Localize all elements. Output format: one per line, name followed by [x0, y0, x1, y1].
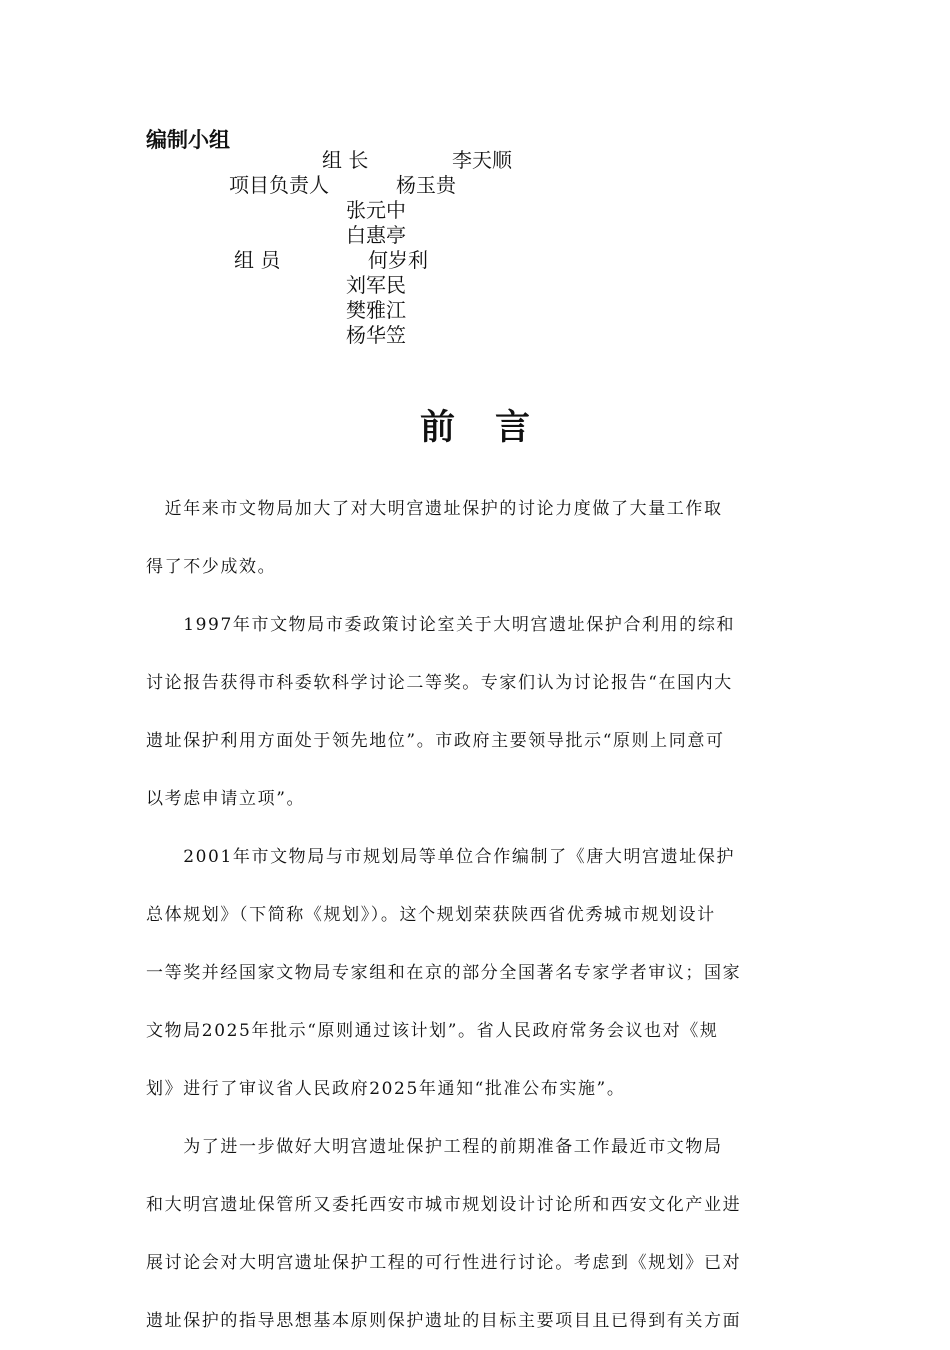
- leader-role: 组 长: [322, 148, 369, 172]
- member-name: 刘军民: [346, 273, 406, 297]
- body-line: 1997年市文物局市委政策讨论室关于大明宫遗址保护合利用的综和: [146, 615, 736, 635]
- member-role: 组 员: [234, 248, 281, 272]
- body-line: 和大明宫遗址保管所又委托西安市城市规划设计讨论所和西安文化产业进: [146, 1195, 742, 1215]
- preface-title: [0, 400, 950, 450]
- body-line: 以考虑申请立项”。: [146, 789, 306, 809]
- member-name: 杨华笠: [346, 323, 406, 347]
- body-line: 一等奖并经国家文物局专家组和在京的部分全国著名专家学者审议；国家: [146, 963, 742, 983]
- body-line: 文物局2025年批示“原则通过该计划”。省人民政府常务会议也对《规: [146, 1021, 719, 1041]
- member-name: 樊雅江: [346, 298, 406, 322]
- body-line: 2001年市文物局与市规划局等单位合作编制了《唐大明宫遗址保护: [146, 847, 736, 867]
- body-line: 讨论报告获得市科委软科学讨论二等奖。专家们认为讨论报告“在国内大: [146, 673, 733, 693]
- body-line: 遗址保护的指导思想基本原则保护遗址的目标主要项目且已得到有关方面: [146, 1311, 742, 1331]
- member-name: 何岁利: [368, 248, 428, 272]
- leader-name: 李天顺: [452, 148, 512, 172]
- member-name: 白惠亭: [346, 223, 406, 247]
- preface-title-left: 前: [419, 408, 455, 448]
- member-name: 张元中: [346, 198, 406, 222]
- preface-title-right: 言: [495, 408, 531, 448]
- pm-role: 项目负责人: [229, 173, 329, 197]
- body-line: 得了不少成效。: [146, 557, 277, 577]
- preface-body: [146, 480, 806, 1350]
- team-heading: 编制小组: [146, 128, 230, 152]
- pm-name: 杨玉贵: [396, 173, 456, 197]
- body-line: 为了进一步做好大明宫遗址保护工程的前期准备工作最近市文物局: [146, 1137, 723, 1157]
- body-line: 展讨论会对大明宫遗址保护工程的可行性进行讨论。考虑到《规划》已对: [146, 1253, 742, 1273]
- body-line: 近年来市文物局加大了对大明宫遗址保护的讨论力度做了大量工作取: [146, 499, 723, 519]
- body-line: 总体规划》（下简称《规划》）。这个规划荣获陕西省优秀城市规划设计: [146, 905, 716, 925]
- body-line: 划》进行了审议省人民政府2025年通知“批准公布实施”。: [146, 1079, 626, 1099]
- body-line: 遗址保护利用方面处于领先地位”。市政府主要领导批示“原则上同意可: [146, 731, 725, 751]
